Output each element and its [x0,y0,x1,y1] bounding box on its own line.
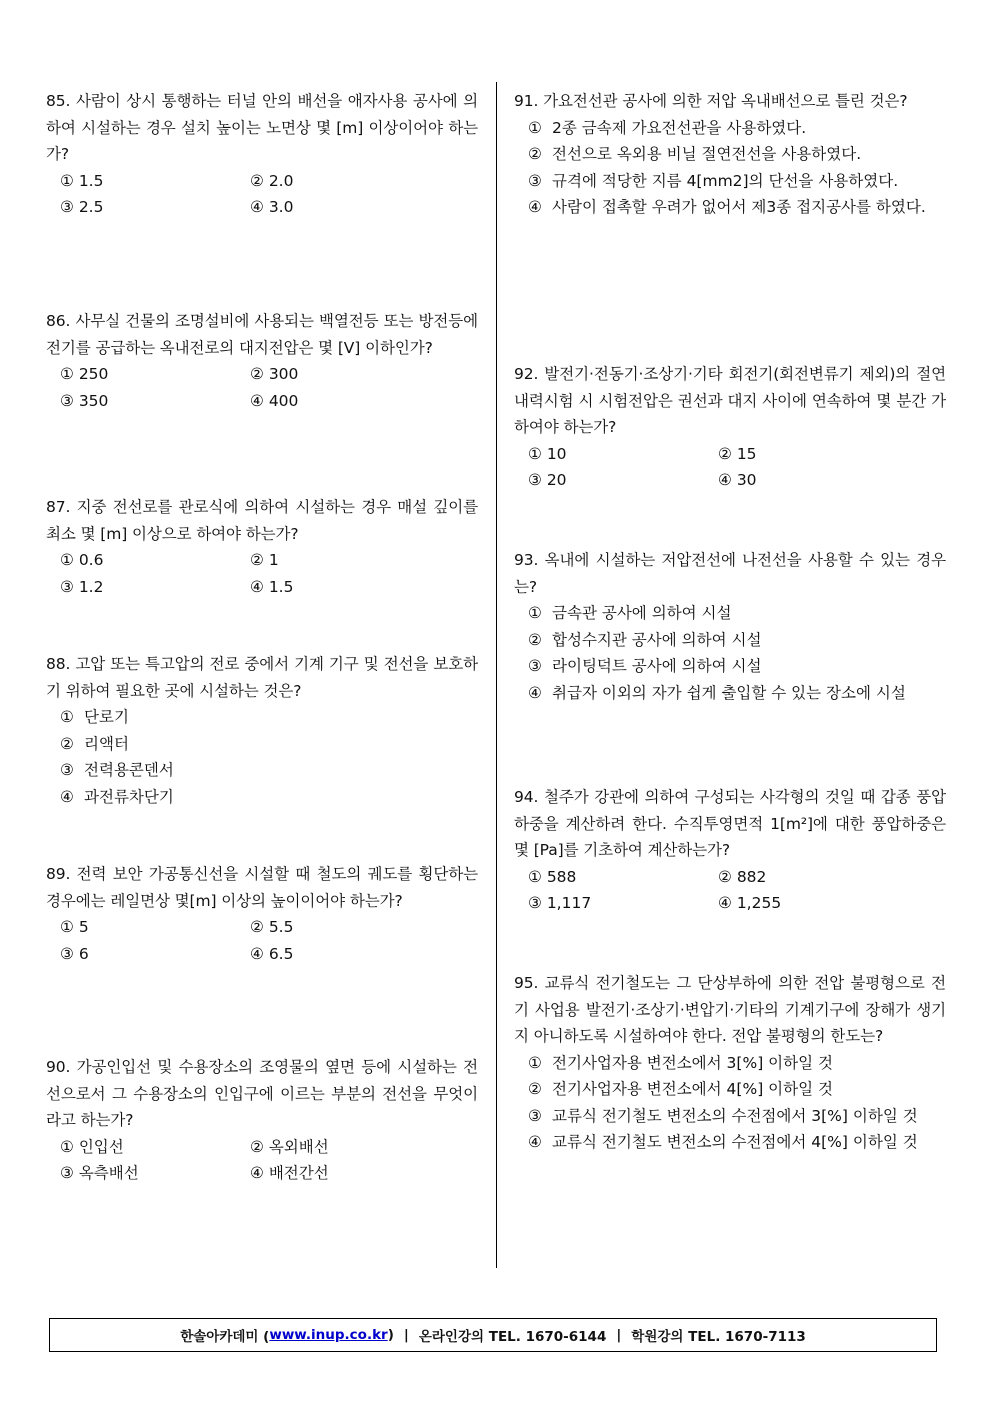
options [46,361,478,414]
option[interactable]: ① 10 [528,444,567,463]
option[interactable]: ① 5 [60,918,89,936]
option[interactable]: ① 588 [528,867,577,886]
option[interactable]: ③ 옥측배선 [60,1164,139,1182]
option[interactable]: ② 합성수지관 공사에 의하여 시설 [528,630,762,649]
option[interactable]: ① 0.6 [60,551,104,569]
option[interactable]: ④ 30 [718,471,757,489]
option[interactable]: ② 옥외배선 [250,1137,329,1156]
options [46,914,478,967]
question-88 [46,651,478,810]
question-91 [514,88,946,221]
option[interactable]: ② 전선으로 옥외용 비닐 절연전선을 사용하였다. [528,145,862,163]
question-stem: 91. 가요전선관 공사에 의한 저압 옥내배선으로 틀린 것은? [514,92,908,110]
academy-name-close: ) [387,1327,394,1343]
option[interactable]: ② 리액터 [60,734,129,753]
options [514,864,946,917]
option[interactable]: ④ 사람이 접촉할 우려가 없어서 제3종 접지공사를 하였다. [528,198,926,216]
option[interactable]: ④ 1,255 [718,894,782,912]
option[interactable]: ② 882 [718,867,767,886]
offline-phone: 학원강의 TEL. 1670-7113 [631,1329,806,1345]
option[interactable]: ① 전기사업자용 변전소에서 3[%] 이하일 것 [528,1053,833,1072]
online-phone: 온라인강의 TEL. 1670-6144 [418,1329,607,1345]
question-stem: 88. 고압 또는 특고압의 전로 중에서 기계 기구 및 전선을 보호하기 위하여 필요한 곳에 시설하는 것은? [46,655,478,700]
option[interactable]: ② 5.5 [250,918,294,936]
footer-separator: | [616,1327,622,1343]
option[interactable]: ③ 교류식 전기철도 변전소의 수전점에서 3[%] 이하일 것 [528,1106,918,1125]
option[interactable]: ① 1.5 [60,171,104,190]
options [46,704,478,810]
options [46,168,478,221]
question-87 [46,494,478,600]
option[interactable]: ③ 20 [528,471,567,489]
option[interactable]: ③ 규격에 적당한 지름 4[mm2]의 단선을 사용하였다. [528,171,899,190]
option[interactable]: ④ 3.0 [250,198,294,216]
option[interactable]: ② 1 [250,551,279,569]
question-94 [514,784,946,917]
option[interactable]: ④ 교류식 전기철도 변전소의 수전점에서 4[%] 이하일 것 [528,1133,918,1151]
option[interactable]: ③ 전력용콘덴서 [60,761,174,779]
options [46,547,478,600]
page-footer [49,1318,937,1352]
question-92 [514,361,946,494]
option[interactable]: ② 15 [718,444,757,463]
question-90 [46,1054,478,1187]
option[interactable]: ① 인입선 [60,1137,124,1156]
options [514,441,946,494]
option[interactable]: ③ 1.2 [60,577,104,596]
question-89 [46,861,478,967]
question-stem: 89. 전력 보안 가공통신선을 시설할 때 철도의 궤도를 횡단하는 경우에는 레일면상 몇[m] 이상의 높이이어야 하는가? [46,865,478,910]
question-stem: 95. 교류식 전기철도는 그 단상부하에 의한 전압 불평형으로 전기 사업용 발전기·조상기·변압기·기타의 기계기구에 장해가 생기지 아니하도록 시설하여야 한다. 전압 불평형의 한도는? [514,974,946,1045]
option[interactable]: ③ 라이팅덕트 공사에 의하여 시설 [528,657,762,675]
option[interactable]: ④ 배전간선 [250,1164,329,1182]
academy-name: 한솔아카데미 ( [180,1329,270,1345]
option[interactable]: ④ 과전류차단기 [60,787,174,806]
option[interactable]: ③ 6 [60,944,89,963]
option[interactable]: ① 금속관 공사에 의하여 시설 [528,604,732,622]
option[interactable]: ① 2종 금속제 가요전선관을 사용하였다. [528,118,807,137]
option[interactable]: ② 2.0 [250,171,294,190]
option[interactable]: ④ 6.5 [250,944,294,963]
question-stem: 86. 사무실 건물의 조명설비에 사용되는 백열전등 또는 방전등에 전기를 공급하는 옥내전로의 대지전압은 몇 [V] 이하인가? [46,312,478,357]
option[interactable]: ③ 1,117 [528,894,592,912]
option[interactable]: ① 250 [60,365,109,383]
academy-website-link[interactable]: www.inup.co.kr [269,1327,388,1343]
question-stem: 93. 옥내에 시설하는 저압전선에 나전선을 사용할 수 있는 경우는? [514,551,946,596]
options [514,1050,946,1156]
option[interactable]: ② 전기사업자용 변전소에서 4[%] 이하일 것 [528,1080,833,1098]
question-93 [514,547,946,706]
options [46,1134,478,1187]
option[interactable]: ④ 취급자 이외의 자가 쉽게 출입할 수 있는 장소에 시설 [528,683,906,702]
option[interactable]: ① 단로기 [60,708,129,726]
question-stem: 90. 가공인입선 및 수용장소의 조영물의 옆면 등에 시설하는 전선으로서 그 수용장소의 인입구에 이르는 부분의 전선을 무엇이라고 하는가? [46,1058,478,1129]
option[interactable]: ② 300 [250,365,299,383]
option[interactable]: ③ 350 [60,391,109,410]
question-95 [514,970,946,1156]
option[interactable]: ③ 2.5 [60,198,104,216]
question-stem: 87. 지중 전선로를 관로식에 의하여 시설하는 경우 매설 깊이를 최소 몇 [m] 이상으로 하여야 하는가? [46,498,478,543]
options [514,115,946,221]
question-stem: 85. 사람이 상시 통행하는 터널 안의 배선을 애자사용 공사에 의하여 시설하는 경우 설치 높이는 노면상 몇 [m] 이상이어야 하는가? [46,92,478,163]
option[interactable]: ④ 400 [250,391,299,410]
footer-separator: | [403,1327,409,1343]
question-stem: 94. 철주가 강관에 의하여 구성되는 사각형의 것일 때 갑종 풍압하중을 계산하려 한다. 수직투영면적 1[m²]에 대한 풍압하중은 몇 [Pa]를 기초하여 계산하는가? [514,788,946,859]
options [514,600,946,706]
question-stem: 92. 발전기·전동기·조상기·기타 회전기(회전변류기 제외)의 절연내력시험 시 시험전압은 권선과 대지 사이에 연속하여 몇 분간 가하여야 하는가? [514,365,946,436]
question-85 [46,88,478,221]
column-divider [496,82,497,1268]
question-86 [46,308,478,414]
option[interactable]: ④ 1.5 [250,577,294,596]
